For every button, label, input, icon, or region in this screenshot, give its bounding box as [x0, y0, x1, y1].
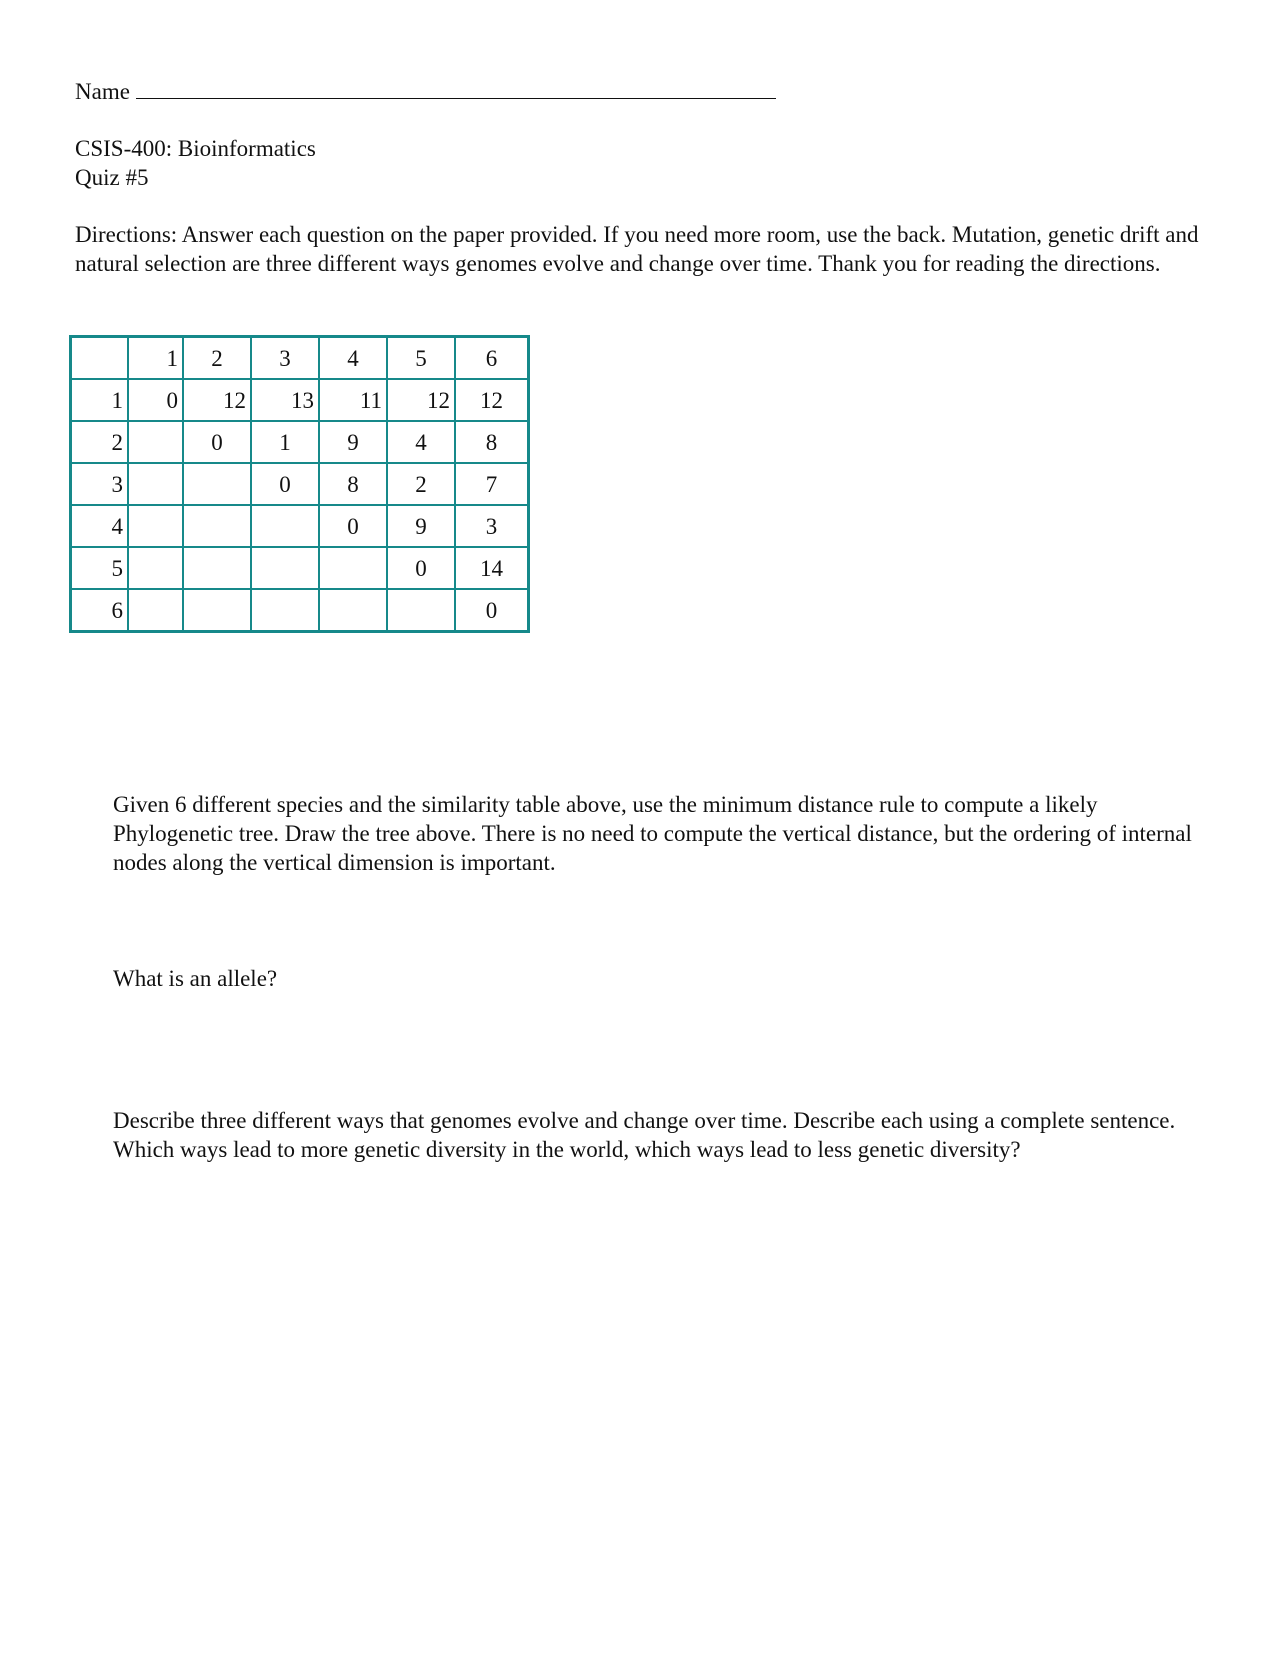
- table-cell: 2: [387, 463, 455, 505]
- table-cell: 2: [71, 421, 129, 463]
- table-cell: 1: [251, 421, 319, 463]
- course-title: CSIS-400: Bioinformatics: [75, 136, 316, 161]
- table-cell: 4: [387, 421, 455, 463]
- table-cell: 0: [183, 421, 251, 463]
- table-cell: [128, 463, 183, 505]
- table-cell: [183, 547, 251, 589]
- table-row: [71, 505, 529, 547]
- table-cell: [183, 463, 251, 505]
- table-cell: 12: [455, 379, 529, 421]
- table-cell: 14: [455, 547, 529, 589]
- table-cell: 4: [71, 505, 129, 547]
- table-cell: 13: [251, 379, 319, 421]
- table-cell: 5: [71, 547, 129, 589]
- table-cell: [251, 505, 319, 547]
- quiz-title: Quiz #5: [75, 165, 149, 190]
- table-cell: [251, 589, 319, 632]
- name-blank-line[interactable]: [136, 76, 776, 99]
- table-cell: [387, 589, 455, 632]
- table-cell: 4: [319, 337, 387, 380]
- table-cell: [183, 505, 251, 547]
- table-row: [71, 379, 529, 421]
- table-cell: 6: [455, 337, 529, 380]
- table-cell: 1: [128, 337, 183, 380]
- table-cell: 3: [71, 463, 129, 505]
- table-cell: [128, 589, 183, 632]
- table-cell: [128, 505, 183, 547]
- table-cell: [71, 337, 129, 380]
- question-phylogenetic-tree: Given 6 different species and the similarity table above, use the minimum distance rule to compute a likely Phylogenetic tree. Draw the tree above. There is no need to compute the vertical distance, but the ordering of internal nodes along the vertical dimension is important.: [113, 792, 1192, 875]
- table-cell: 3: [455, 505, 529, 547]
- question-allele: What is an allele?: [113, 966, 278, 991]
- table-cell: 1: [71, 379, 129, 421]
- table-cell: 0: [128, 379, 183, 421]
- table-cell: 0: [455, 589, 529, 632]
- table-cell: 0: [319, 505, 387, 547]
- table-row: [71, 463, 529, 505]
- table-row: [71, 589, 529, 632]
- table-cell: [251, 547, 319, 589]
- table-cell: 0: [387, 547, 455, 589]
- table-cell: [319, 589, 387, 632]
- table-cell: [128, 421, 183, 463]
- table-cell: 12: [387, 379, 455, 421]
- table-cell: 8: [319, 463, 387, 505]
- table-cell: [183, 589, 251, 632]
- table-cell: 2: [183, 337, 251, 380]
- table-cell: 5: [387, 337, 455, 380]
- table-cell: 12: [183, 379, 251, 421]
- table-cell: 9: [319, 421, 387, 463]
- directions-paragraph: Directions: Answer each question on the paper provided. If you need more room, use the back. Mutation, genetic drift and natural selection are three different ways genomes evolve and change over time. Thank you for reading the directions.: [75, 222, 1199, 276]
- table-row: [71, 547, 529, 589]
- table-cell: 8: [455, 421, 529, 463]
- table-cell: 3: [251, 337, 319, 380]
- table-cell: 7: [455, 463, 529, 505]
- question-genome-evolution: Describe three different ways that genomes evolve and change over time. Describe each using a complete sentence. Which ways lead to more genetic diversity in the world, which ways lead to less genetic diversity?: [113, 1108, 1176, 1162]
- name-label: Name: [75, 79, 130, 104]
- table-header-row: [71, 337, 529, 380]
- table-cell: [128, 547, 183, 589]
- table-cell: 6: [71, 589, 129, 632]
- table-cell: 9: [387, 505, 455, 547]
- table-row: [71, 421, 529, 463]
- table-cell: [319, 547, 387, 589]
- table-cell: 0: [251, 463, 319, 505]
- table-cell: 11: [319, 379, 387, 421]
- similarity-table: [69, 335, 530, 633]
- name-field: [75, 76, 776, 106]
